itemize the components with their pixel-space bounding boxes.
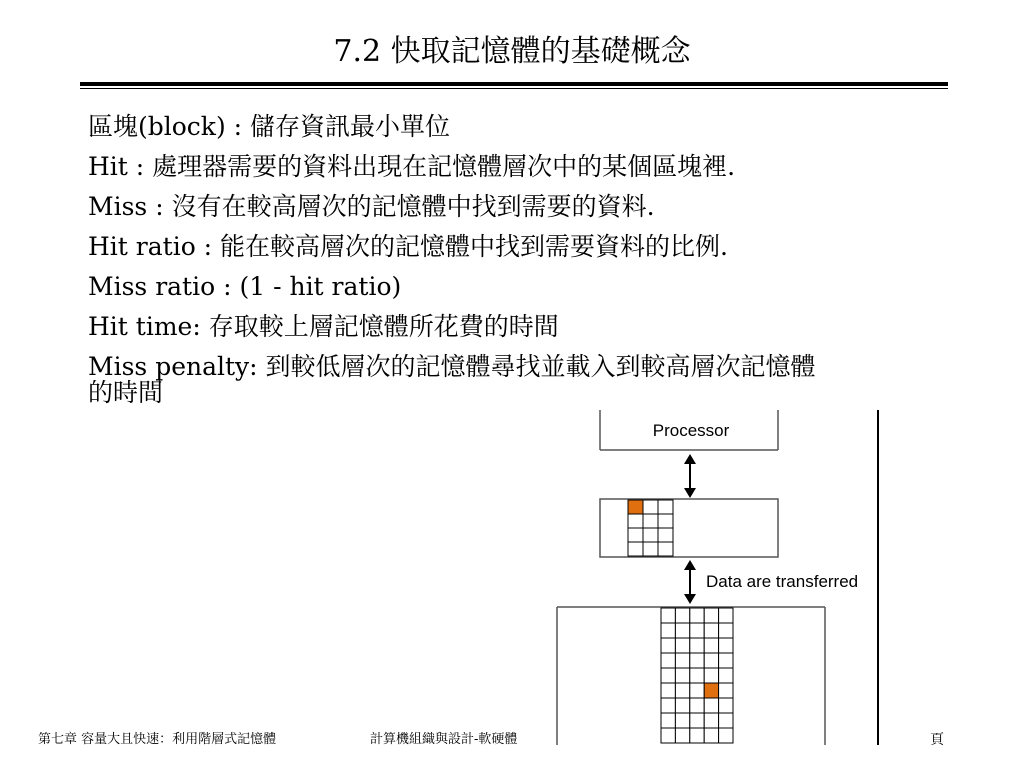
upper-block — [628, 514, 643, 528]
upper-level-memory — [600, 499, 778, 557]
lower-block — [690, 668, 704, 683]
footer-page-label: 頁 — [930, 732, 944, 748]
upper-block — [658, 528, 673, 542]
lower-block — [704, 668, 718, 683]
lower-block — [675, 623, 689, 638]
lower-block — [661, 653, 675, 668]
lower-block — [675, 608, 689, 623]
definition-list — [88, 107, 968, 413]
lower-highlighted-block — [704, 683, 718, 698]
lower-block — [690, 608, 704, 623]
lower-block — [719, 728, 733, 743]
slide-title: 7.2 快取記憶體的基礎概念 — [333, 34, 691, 69]
lower-block — [690, 698, 704, 713]
lower-block — [690, 728, 704, 743]
lower-block — [704, 713, 718, 728]
title-divider — [80, 82, 948, 86]
definition-block: 區塊(block) : 儲存資訊最小單位 — [88, 112, 451, 141]
upper-block — [643, 528, 658, 542]
lower-block — [690, 623, 704, 638]
lower-block — [690, 683, 704, 698]
lower-block — [675, 638, 689, 653]
lower-block — [719, 713, 733, 728]
lower-block — [704, 653, 718, 668]
lower-block — [719, 683, 733, 698]
upper-block — [643, 514, 658, 528]
upper-block — [658, 500, 673, 514]
lower-level-blocks — [661, 608, 733, 743]
lower-block — [690, 713, 704, 728]
lower-block — [675, 698, 689, 713]
upper-block — [658, 542, 673, 556]
processor-label: Processor — [652, 421, 730, 440]
upper-block — [628, 542, 643, 556]
upper-level-blocks — [628, 500, 673, 556]
lower-block — [661, 728, 675, 743]
lower-block — [704, 698, 718, 713]
footer-course: 計算機組織與設計-軟硬體 — [370, 732, 518, 747]
upper-block — [628, 528, 643, 542]
lower-block — [719, 653, 733, 668]
lower-block — [719, 608, 733, 623]
lower-block — [675, 668, 689, 683]
lower-block — [690, 638, 704, 653]
lower-block — [661, 638, 675, 653]
arrow-processor-upper — [684, 454, 696, 498]
transfer-label: Data are transferred — [706, 572, 859, 591]
lower-block — [661, 608, 675, 623]
definition-miss-penalty-cont: 的時間 — [88, 378, 164, 407]
definition-miss-ratio: Miss ratio : (1 - hit ratio) — [88, 272, 402, 301]
definition-miss: Miss : 沒有在較高層次的記憶體中找到需要的資料. — [88, 192, 655, 221]
arrow-upper-lower — [684, 560, 858, 604]
lower-block — [704, 608, 718, 623]
lower-block — [704, 623, 718, 638]
definition-miss-penalty: Miss penalty: 到較低層次的記憶體尋找並載入到較高層次記憶體 — [88, 352, 816, 381]
footer-chapter: 第七章 容量大且快速：利用階層式記憶體 — [38, 732, 277, 747]
processor-box — [600, 410, 778, 450]
lower-block — [675, 728, 689, 743]
lower-block — [661, 668, 675, 683]
lower-block — [675, 653, 689, 668]
definition-hit-time: Hit time: 存取較上層記憶體所花費的時間 — [88, 312, 559, 341]
title-divider-thin — [80, 88, 948, 89]
upper-highlighted-block — [628, 500, 643, 514]
lower-block — [704, 728, 718, 743]
lower-block — [719, 623, 733, 638]
upper-block — [643, 542, 658, 556]
upper-block — [658, 514, 673, 528]
lower-level-memory — [557, 607, 825, 745]
lower-block — [719, 698, 733, 713]
lower-block — [675, 683, 689, 698]
definition-hit: Hit : 處理器需要的資料出現在記憶體層次中的某個區塊裡. — [88, 152, 736, 181]
lower-block — [719, 668, 733, 683]
lower-block — [661, 698, 675, 713]
definition-hit-ratio: Hit ratio : 能在較高層次的記憶體中找到需要資料的比例. — [88, 232, 729, 261]
lower-block — [704, 638, 718, 653]
upper-block — [643, 500, 658, 514]
lower-block — [661, 683, 675, 698]
lower-block — [675, 713, 689, 728]
lower-block — [690, 653, 704, 668]
lower-block — [661, 623, 675, 638]
lower-block — [661, 713, 675, 728]
lower-block — [719, 638, 733, 653]
